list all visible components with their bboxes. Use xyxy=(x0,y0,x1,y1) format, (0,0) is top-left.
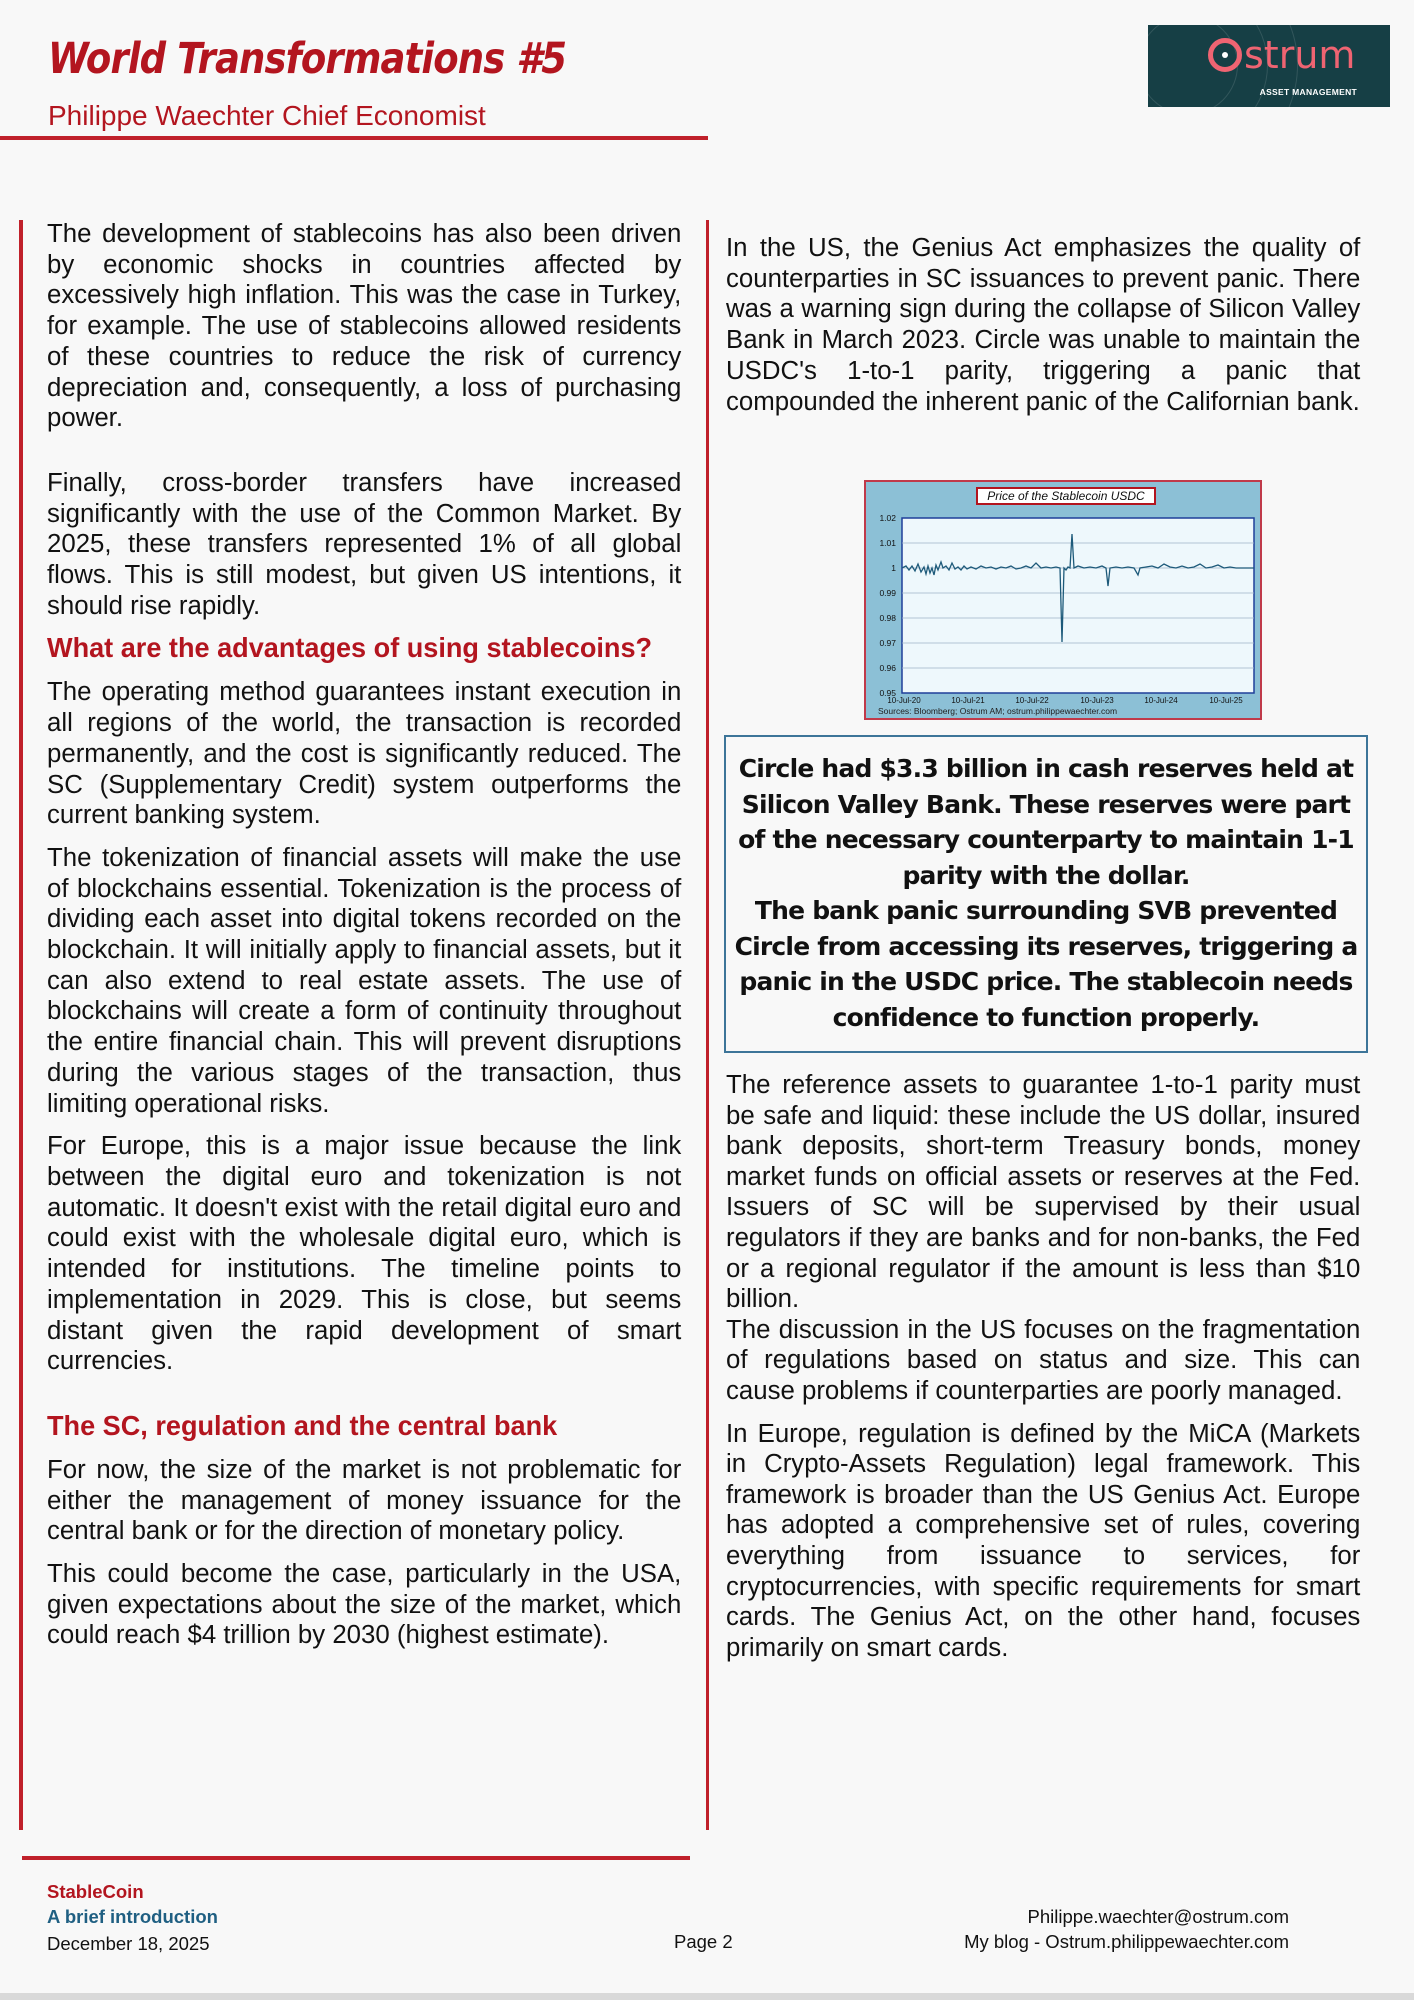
left-column xyxy=(47,218,691,1662)
paragraph-us-discussion: The discussion in the US focuses on the fragmentation of regulations based on status and size. This can cause problems if counterparties are poorly managed. xyxy=(726,1313,1361,1405)
author-email-link[interactable]: Philippe.waechter@ostrum.com xyxy=(1027,1906,1289,1927)
svg-text:10-Jul-25: 10-Jul-25 xyxy=(1209,696,1243,705)
usdc-price-chart xyxy=(864,480,1262,720)
left-column-rule xyxy=(19,220,23,1830)
svg-text:0.98: 0.98 xyxy=(879,613,896,623)
svg-text:0.99: 0.99 xyxy=(879,588,896,598)
paragraph-operating-method: The operating method guarantees instant execution in all regions of the world, the transaction is recorded permanently, and the cost is significantly reduced. The SC (Supplementary Credit) system outperforms the current banking system. xyxy=(47,676,682,830)
callout-text-panic: The bank panic surrounding SVB prevented Circle from accessing its reserves, triggering a panic in the USDC price. The stablecoin needs confidence to function properly. xyxy=(734,896,1358,1032)
page-bottom-edge xyxy=(0,1993,1414,2000)
right-column-top xyxy=(726,232,1370,428)
heading-advantages: What are the advantages of using stablecoins? xyxy=(47,632,653,664)
footer-series-subtitle: A brief introduction xyxy=(47,1906,218,1927)
footer-divider xyxy=(22,1856,690,1860)
author-subtitle: Philippe Waechter Chief Economist xyxy=(48,100,486,131)
paragraph-cross-border: Finally, cross-border transfers have increased significantly with the use of the Common Market. By 2025, these transfers represented 1% of all global flows. This is still modest, but given US intentions, it should rise rapidly. xyxy=(47,466,682,620)
paragraph-reference-assets: The reference assets to guarantee 1-to-1 parity must be safe and liquid: these include the US dollar, insured bank deposits, short-term Treasury bonds, money market funds on official assets or reserves at the Fed. Issuers of SC will be supervised by their usual regulators if they are banks and for non-banks, the Fed or a regional regulator if the amount is less than $10 billion. xyxy=(726,1069,1361,1314)
logo-wordmark: strum xyxy=(1208,33,1355,77)
paragraph-market-size: For now, the size of the market is not problematic for either the management of money issuance for the central bank or for the direction of monetary policy. xyxy=(47,1453,682,1546)
footer-series-name: StableCoin xyxy=(47,1881,144,1902)
paragraph-genius-act: In the US, the Genius Act emphasizes the quality of counterparties in SC issuances to prevent panic. There was a warning sign during the collapse of Silicon Valley Bank in March 2023. Circle was unable to maintain the USDC's 1-to-1 parity, triggering a panic that compounded the inherent panic of the Californian bank. xyxy=(726,232,1361,416)
column-divider xyxy=(706,220,709,1830)
svb-callout-box xyxy=(724,735,1368,1053)
paragraph-tokenization: The tokenization of financial assets will make the use of blockchains essential. Tokenization is the process of dividing each asset into digital tokens recorded on the blockchain. It will initially apply to financial assets, but it can also extend to real estate assets. The use of blockchains will create a form of continuity throughout the entire financial chain. This will prevent disruptions during the various stages of the transaction, thus limiting operational risks. xyxy=(47,841,682,1118)
svg-text:1.01: 1.01 xyxy=(879,538,896,548)
chart-plot xyxy=(866,482,1264,722)
svg-text:1.02: 1.02 xyxy=(879,513,896,523)
svg-text:1: 1 xyxy=(891,563,896,573)
header-divider xyxy=(0,136,708,140)
paragraph-inflation: The development of stablecoins has also been driven by economic shocks in countries affected by excessively high inflation. This was the case in Turkey, for example. The use of stablecoins allowed residents of these countries to reduce the risk of currency depreciation and, consequently, a loss of purchasing power. xyxy=(47,218,682,433)
logo-tagline: ASSET MANAGEMENT xyxy=(1259,87,1357,97)
ostrum-logo xyxy=(1148,25,1390,107)
svg-text:10-Jul-24: 10-Jul-24 xyxy=(1144,696,1178,705)
heading-regulation: The SC, regulation and the central bank xyxy=(47,1409,558,1441)
logo-o-ring-icon xyxy=(1208,38,1242,72)
svg-text:10-Jul-22: 10-Jul-22 xyxy=(1015,696,1049,705)
svg-text:10-Jul-20: 10-Jul-20 xyxy=(887,696,921,705)
page-number: Page 2 xyxy=(674,1931,733,1952)
chart-source: Sources: Bloomberg; Ostrum AM; ostrum.philippewaechter.com xyxy=(878,706,1118,716)
right-column-bottom xyxy=(726,1069,1370,1674)
paragraph-europe-digital-euro: For Europe, this is a major issue because the link between the digital euro and tokenization is not automatic. It doesn't exist with the retail digital euro and could exist with the wholesale digital euro, which is intended for institutions. The timeline points to implementation in 2029. This is close, but seems distant given the rapid development of smart currencies. xyxy=(47,1130,682,1376)
svg-text:10-Jul-21: 10-Jul-21 xyxy=(951,696,985,705)
document-title: World Transformations #5 xyxy=(48,34,567,84)
footer-date: December 18, 2025 xyxy=(47,1933,210,1954)
blog-link[interactable]: My blog - Ostrum.philippewaechter.com xyxy=(964,1931,1289,1952)
svg-text:10-Jul-23: 10-Jul-23 xyxy=(1080,696,1114,705)
callout-text-reserves: Circle had $3.3 billion in cash reserves held at Silicon Valley Bank. These reserves were part of the necessary counterparty to maintain 1-1 parity with the dollar. xyxy=(738,754,1354,890)
svg-text:0.97: 0.97 xyxy=(879,638,896,648)
chart-title: Price of the Stablecoin USDC xyxy=(976,487,1156,505)
paragraph-europe-mica: In Europe, regulation is defined by the MiCA (Markets in Crypto-Assets Regulation) legal framework. This framework is broader than the US Genius Act. Europe has adopted a comprehensive set of rules, covering everything from issuance to services, for cryptocurrencies, with specific requirements for smart cards. The Genius Act, on the other hand, focuses primarily on smart cards. xyxy=(726,1417,1361,1662)
svg-text:0.95: 0.95 xyxy=(879,688,896,698)
svg-text:0.96: 0.96 xyxy=(879,663,896,673)
paragraph-usa-expectations: This could become the case, particularly in the USA, given expectations about the size of the market, which could reach $4 trillion by 2030 (highest estimate). xyxy=(47,1558,682,1650)
